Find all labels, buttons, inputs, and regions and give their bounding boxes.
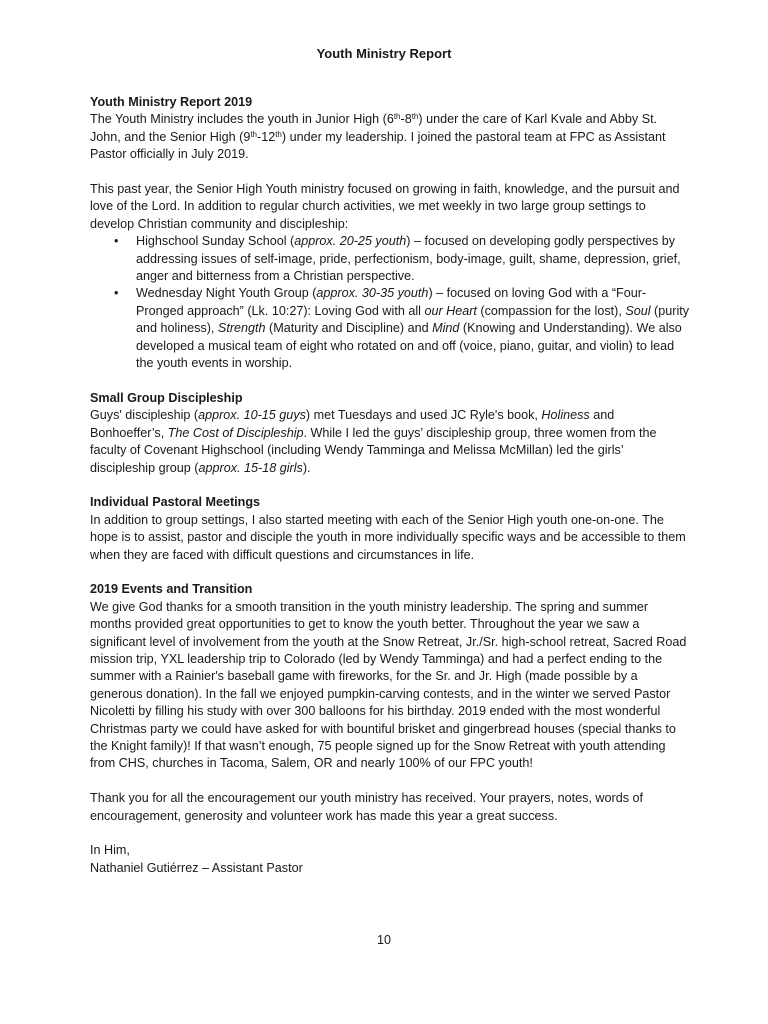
list-item-wednesday-night (136, 285, 690, 372)
bullet2-text-i: (Maturity and Discipline) and (265, 321, 433, 336)
bullet2-heart: our Heart (424, 303, 477, 318)
sg-text-i: ). (302, 460, 311, 475)
bullet2-mind: Mind (432, 321, 460, 336)
ministry-focus-paragraph: This past year, the Senior High Youth ministry focused on growing in faith, knowledge, and the pursuit and love of the Lord. In addition to regular church activities, we met weekly in two large group settings to develop Christian community and discipleship: (90, 182, 680, 231)
bullet2-text-k: (Knowing and Understanding). We also developed a musical team of eight who rotated on and off (voice, piano, guitar, and violin) to lead the youth events in worship. (136, 321, 682, 371)
sg-book-holiness: Holiness (541, 408, 590, 423)
intro-text-3: ) under the care of Karl Kvale and Abby St. John, and the Senior High (9 (90, 112, 658, 144)
bullet1-text-a: Highschool Sunday School ( (136, 234, 295, 249)
small-group-paragraph (90, 407, 690, 477)
salutation: In Him, (90, 843, 130, 858)
group-settings-list (90, 233, 690, 372)
sg-text-g: . While I led the guys’ discipleship group, three women from the faculty of Covenant Highschool (including Wendy Tamminga and Melissa McMillan) led the girls’ discipleship group ( (90, 425, 657, 475)
intro-text-1: The Youth Ministry includes the youth in Junior High (6 (90, 112, 394, 127)
sg-text-c: ) met Tuesdays and used JC Ryle's book, (305, 408, 542, 423)
sg-book-cost-of-discipleship: The Cost of Discipleship (167, 425, 304, 440)
intro-sup-3: th (250, 129, 257, 139)
document-title: Youth Ministry Report (316, 46, 452, 61)
bullet1-attendance: approx. 20-25 youth (294, 234, 407, 249)
intro-sup-1: th (393, 112, 401, 122)
sg-text-e: and Bonhoeffer’s, (90, 408, 615, 440)
report-body (90, 94, 690, 877)
bullet2-text-a: Wednesday Night Youth Group ( (136, 286, 317, 301)
bullet2-attendance: approx. 30-35 youth (316, 286, 429, 301)
signature: Nathaniel Gutiérrez – Assistant Pastor (90, 860, 303, 875)
spacer (90, 773, 690, 790)
list-item-sunday-school (136, 233, 690, 285)
sg-text-a: Guys' discipleship ( (90, 408, 199, 423)
spacer (90, 164, 690, 181)
intro-text-4: -12 (257, 129, 276, 144)
bullet2-text-c: ) – focused on loving God with a “Four-Pronged approach” (Lk. 10:27): Loving God with all (136, 286, 647, 318)
events-paragraph: We give God thanks for a smooth transition in the youth ministry leadership. The spring and summer months provided great opportunities to get to know the youth better. Throughout the year we saw a significant level of involvement from the youth at the Snow Retreat, Jr./Sr. high-school retreat, Sacred Road mission trip, YXL leadership trip to Colorado (led by Wendy Tamminga) and had a perfect ending to the summer with a Rainier's baseball game with fireworks, for the Sr. and Jr. High (made possible by a generous donation). In the fall we enjoyed pumpkin-carving contests, and in the winter we served Pastor Nicoletti by filling his study with over 300 balloons for his birthday. 2019 ended with the most wonderful Christmas party we could have asked for with bountiful brisket and gingerbread houses (special thanks to the Knight family)! If that wasn’t enough, 75 people signed up for the Snow Retreat with youth attending from CHS, churches in Tacoma, Salem, OR and nearly 100% of our FPC youth! (90, 599, 687, 771)
spacer (90, 564, 690, 581)
thanks-paragraph: Thank you for all the encouragement our youth ministry has received. Your prayers, notes, words of encouragement, generosity and volunteer work has made this year a great success. (90, 791, 644, 823)
section-heading-events: 2019 Events and Transition (90, 582, 253, 597)
intro-sup-2: th (411, 112, 419, 122)
page-number: 10 (376, 933, 391, 947)
bullet2-strength: Strength (217, 321, 266, 336)
section-heading-pastoral: Individual Pastoral Meetings (90, 495, 261, 510)
spacer (90, 477, 690, 494)
bullet2-soul: Soul (625, 303, 651, 318)
sg-girls-count: approx. 15-18 girls (198, 460, 303, 475)
intro-text-2: -8 (400, 112, 412, 127)
sg-guys-count: approx. 10-15 guys (198, 408, 306, 423)
section-heading-small-group: Small Group Discipleship (90, 390, 243, 405)
intro-paragraph (90, 111, 690, 163)
intro-sup-4: th (275, 129, 282, 139)
bullet2-text-e: (compassion for the lost), (476, 303, 626, 318)
bullet2-text-g: (purity and holiness), (136, 303, 690, 336)
spacer (90, 825, 690, 842)
pastoral-paragraph: In addition to group settings, I also started meeting with each of the Senior High youth one-on-one. The hope is to assist, pastor and disciple the youth in more individually specific ways and be accessible to them when they are faced with difficult questions and circumstances in life. (90, 512, 686, 562)
intro-text-5: ) under my leadership. I joined the pastoral team at FPC as Assistant Pastor officially in July 2019. (90, 129, 666, 162)
bullet1-text-c: ) – focused on developing godly perspectives by addressing issues of self-image, pride, perfectionism, body-image, guilt, shame, depression, grief, anger and bitterness from a Christian perspective. (136, 234, 681, 284)
section-heading-report: Youth Ministry Report 2019 (90, 95, 253, 109)
spacer (90, 372, 690, 389)
